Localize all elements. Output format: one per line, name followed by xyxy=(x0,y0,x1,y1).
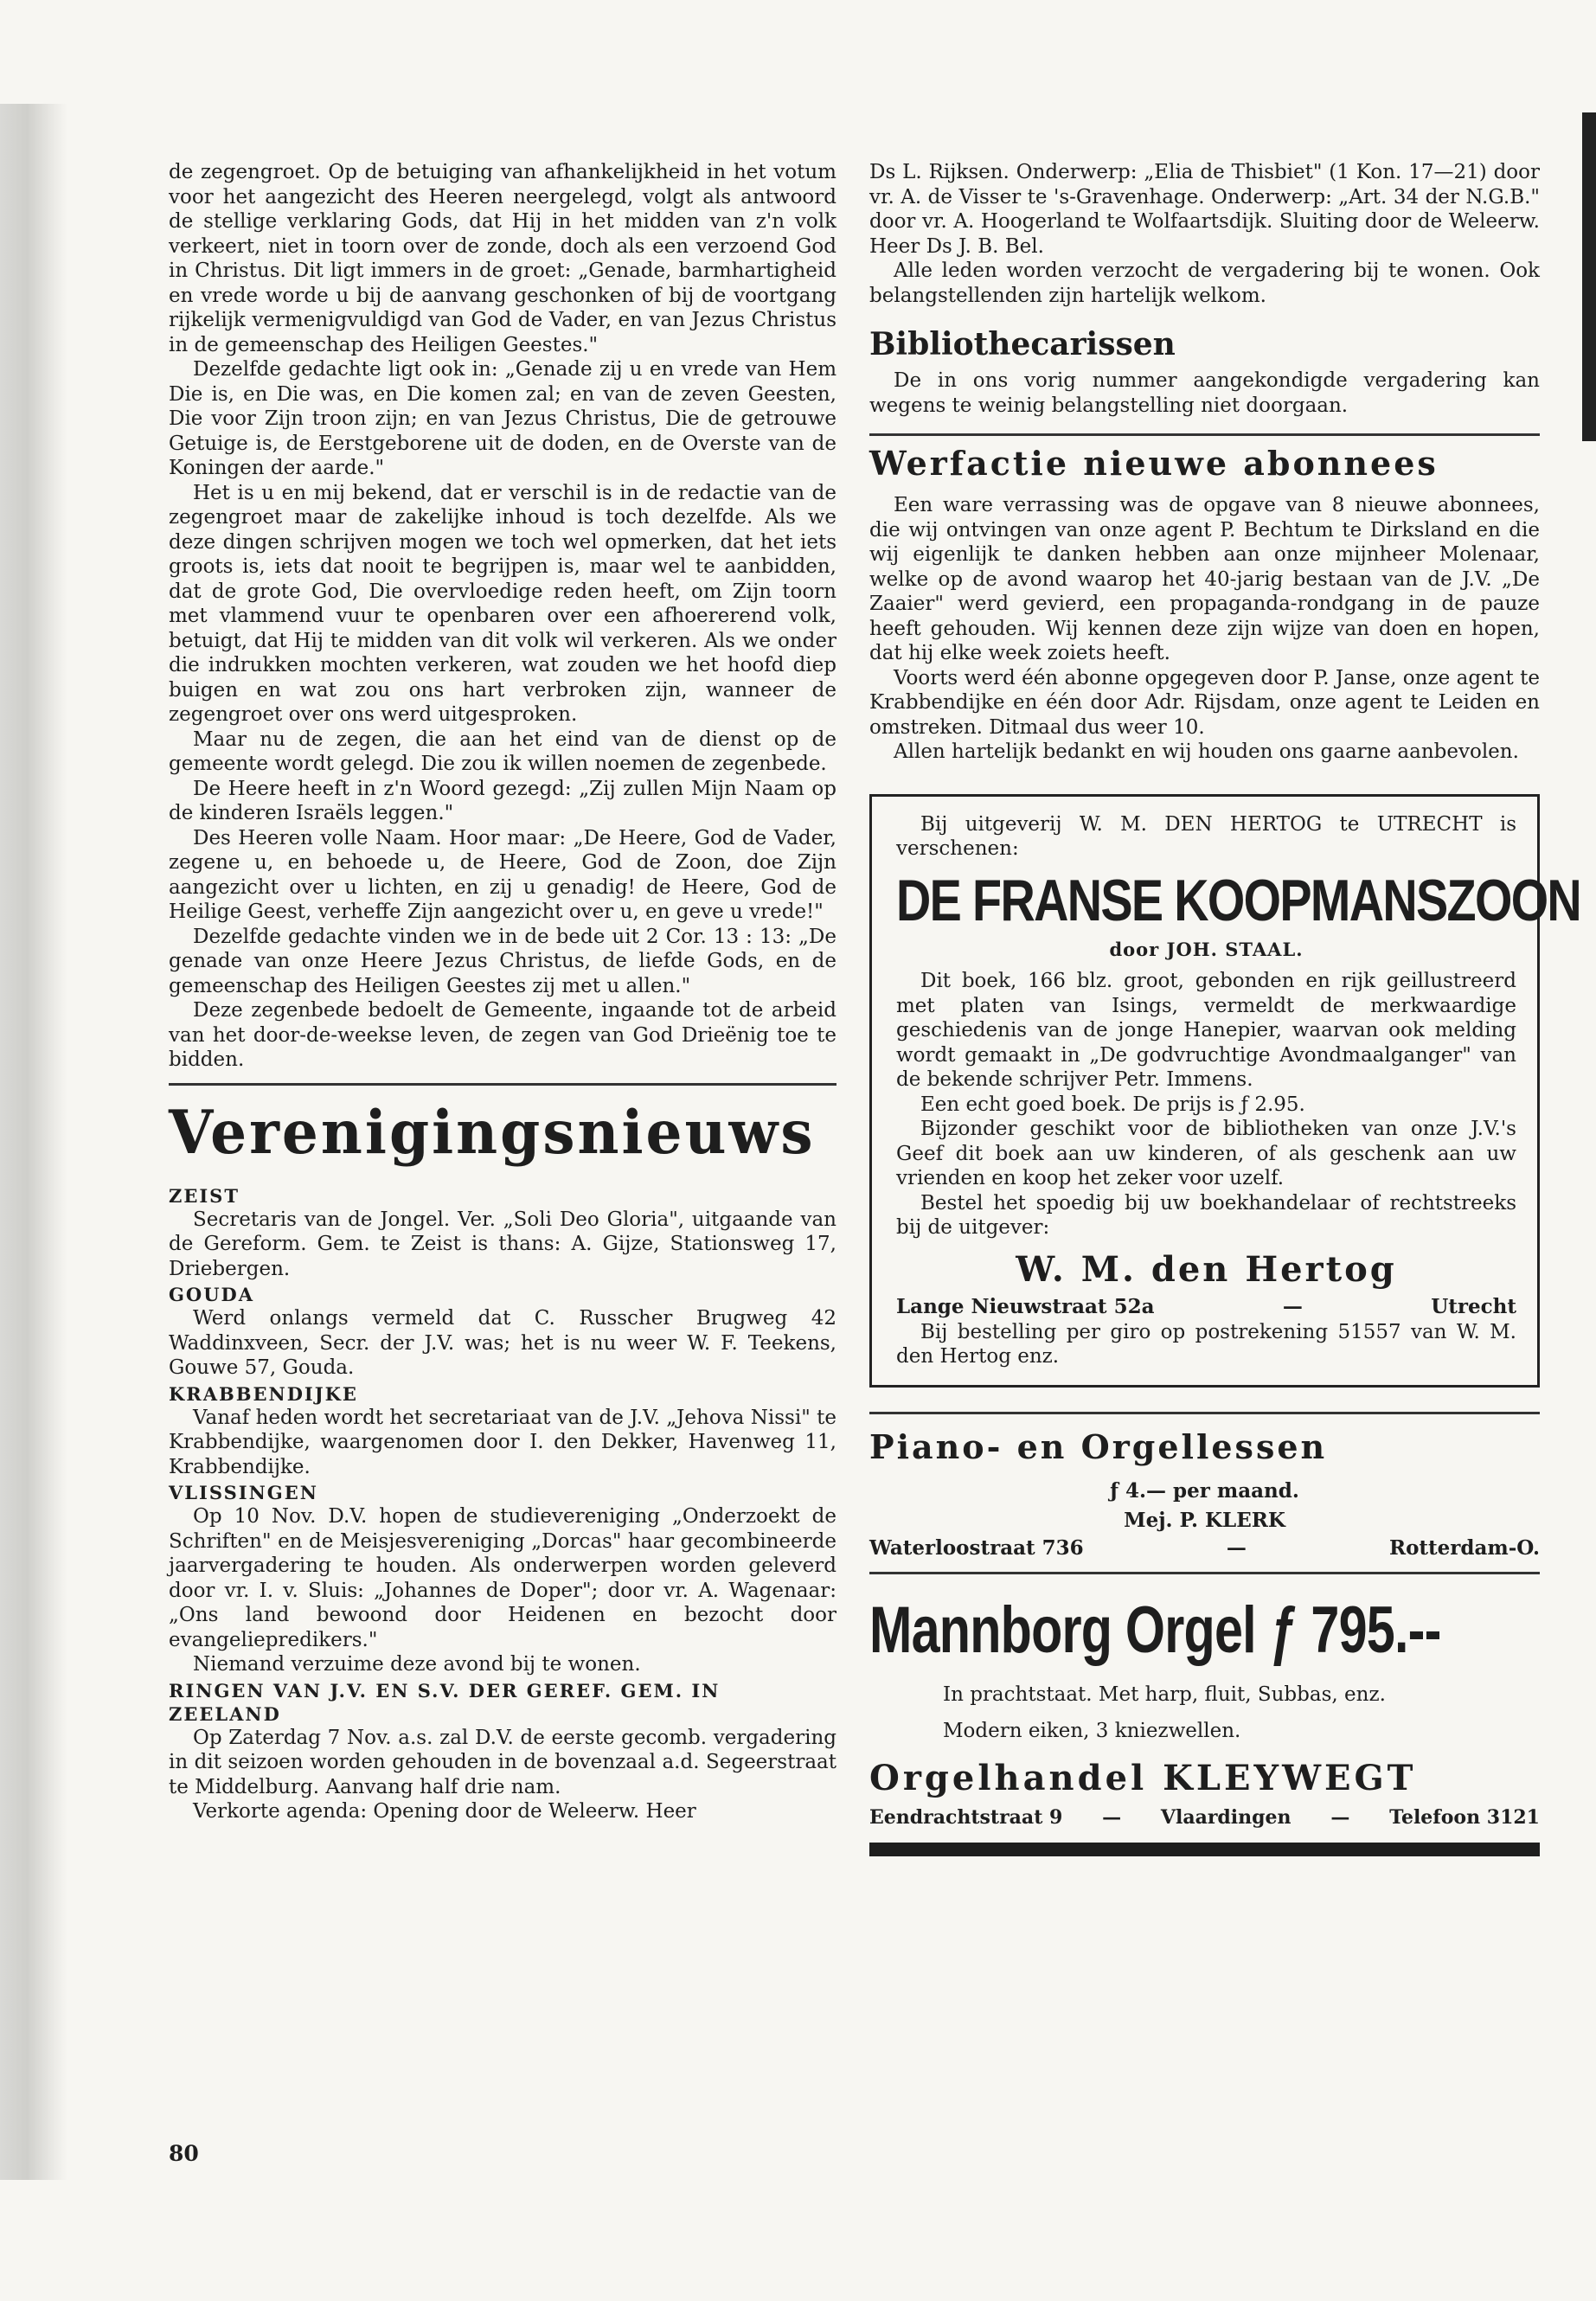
item-text: Verkorte agenda: Opening door de Weleerw. Heer xyxy=(193,1800,696,1823)
item-text: Niemand verzuime deze avond bij te wonen. xyxy=(193,1653,641,1676)
ad-intro: Bij uitgeverij W. M. DEN HERTOG te UTRECHT is verschenen: xyxy=(896,812,1516,860)
paragraph: Ds L. Rijksen. Onderwerp: „Elia de Thisbiet" (1 Kon. 17—21) door vr. A. de Visser te 's-Gravenhage. Onderwerp: „Art. 34 der N.G.B." door vr. A. Hoogerland te Wolfaartsdijk. Sluiting door de Weleerw. Heer Ds J. B. Bel. xyxy=(869,161,1540,258)
item-text: Werd onlangs vermeld dat C. Russcher Brugweg 42 Waddinxveen, Secr. der J.V. was; het is nu weer W. F. Teekens, Gouwe 57, Gouda. xyxy=(169,1307,836,1379)
paragraph: Deze zegenbede bedoelt de Gemeente, ingaande tot de arbeid van het door-de-weekse leven, de zegen van God Drieënig toe te bidden. xyxy=(169,999,836,1071)
item-place: RINGEN VAN J.V. EN S.V. DER GEREF. GEM. IN ZEELAND xyxy=(169,1679,721,1725)
paragraph: De Heere heeft in z'n Woord gezegd: „Zij zullen Mijn Naam op de kinderen Israëls leggen." xyxy=(169,777,836,824)
organ-line: Modern eiken, 3 kniezwellen. xyxy=(943,1719,1241,1742)
book-author: door JOH. STAAL. xyxy=(1109,938,1304,960)
paragraph: Allen hartelijk bedankt en wij houden ons gaarne aanbevolen. xyxy=(894,740,1519,763)
paragraph: Een ware verrassing was de opgave van 8 nieuwe abonnees, die wij ontvingen van onze agent P. Bechtum te Dirksland en die wij eigenlijk te danken hebben aan onze mijnheer Molenaar, welke op de avond waarop het 40-jarig bestaan van de J.V. „De Zaaier" werd gevierd, een propaganda-rondgang in de pauze heeft gehouden. Wij kennen deze zijn wijze van doen en hopen, dat hij elke week zoiets heeft. xyxy=(869,494,1540,664)
book-title: DE FRANSE KOOPMANSZOON xyxy=(896,867,1581,933)
page-number: 80 xyxy=(169,2141,199,2166)
divider xyxy=(169,1083,836,1086)
divider xyxy=(869,1572,1540,1574)
item-place: VLISSINGEN xyxy=(169,1482,318,1503)
ad-paragraph: Bestel het spoedig bij uw boekhandelaar of rechtstreeks bij de uitgever: xyxy=(896,1191,1516,1239)
divider xyxy=(869,1412,1540,1414)
giro-note: Bij bestelling per giro op postrekening 51557 van W. M. den Hertog enz. xyxy=(896,1320,1516,1368)
right-column xyxy=(869,160,1581,1856)
item-place: ZEIST xyxy=(169,1184,240,1207)
decorative-bar xyxy=(869,1843,1540,1856)
organ-ad-title: Mannborg Orgel ƒ 795.-- xyxy=(869,1593,1441,1667)
ad-paragraph: Dit boek, 166 blz. groot, gebonden en rijk geillustreerd met platen van Isings, vermeldt de merkwaardige geschiedenis van de jonge Hanepier, waarvan ook melding wordt gemaakt in „De godvruchtige Avondmaalganger" van de bekende schrijver Petr. Immens. xyxy=(896,970,1516,1091)
dealer-phone: Telefoon 3121 xyxy=(1389,1805,1540,1829)
item-text: Op 10 Nov. D.V. hopen de studievereniging „Onderzoekt de Schriften" en de Meisjesvereniging „Dorcas" haar gecombineerde jaarvergadering te houden. Als onderwerpen worden geleverd door vr. I. v. Sluis: „Johannes de Doper"; door vr. A. Wagenaar: „Ons land bewoond door Heidenen en bezocht door evangeliepredikers." xyxy=(169,1505,836,1651)
piano-city: Rotterdam-O. xyxy=(1388,1535,1540,1560)
organ-line: In prachtstaat. Met harp, fluit, Subbas, enz. xyxy=(943,1682,1386,1706)
address-street: Lange Nieuwstraat 52a xyxy=(896,1294,1155,1318)
paragraph: Dezelfde gedachte vinden we in de bede uit 2 Cor. 13 : 13: „De genade van onze Heere Jezus Christus, de liefde Gods, en de gemeenschap des Heiligen Geestes zij met u allen." xyxy=(169,925,836,997)
left-column xyxy=(169,160,836,1824)
section-heading-werfactie: Werfactie nieuwe abonnees xyxy=(869,444,1439,483)
item-text: Vanaf heden wordt het secretariaat van de J.V. „Jehova Nissi" te Krabbendijke, waargenomen door I. den Dekker, Havenweg 11, Krabbendijke. xyxy=(169,1406,836,1478)
piano-heading: Piano- en Orgellessen xyxy=(869,1426,1328,1466)
paragraph: Alle leden worden verzocht de vergadering bij te wonen. Ook belangstellenden zijn hartelijk welkom. xyxy=(869,260,1540,307)
publisher-name: W. M. den Hertog xyxy=(1016,1248,1397,1290)
organ-details xyxy=(869,1676,1540,1749)
paragraph: Des Heeren volle Naam. Hoor maar: „De Heere, God de Vader, zegene u, en behoede u, de Heere, God de Zoon, doe Zijn aangezicht over u lichten, en zij u genadig! de Heere, God de Heilige Geest, verheffe Zijn aangezicht over u, en geve u vrede!" xyxy=(169,826,836,923)
paragraph: Maar nu de zegen, die aan het eind van de dienst op de gemeente wordt gelegd. Die zou ik willen noemen de zegenbede. xyxy=(169,727,836,775)
book-advertisement xyxy=(869,794,1581,1388)
piano-address xyxy=(869,1535,1540,1561)
dealer-dash: — xyxy=(1102,1805,1122,1829)
organ-dealer: Orgelhandel KLEYWEGT xyxy=(869,1757,1417,1798)
item-place: KRABBENDIJKE xyxy=(169,1382,358,1405)
piano-teacher: Mej. P. KLERK xyxy=(1124,1508,1285,1532)
item-place: GOUDA xyxy=(169,1284,255,1305)
scan-edge-right xyxy=(1582,112,1596,441)
address-city: Utrecht xyxy=(1431,1294,1516,1318)
piano-dash: — xyxy=(1226,1535,1247,1560)
divider xyxy=(869,433,1540,436)
organ-dealer-address xyxy=(869,1803,1540,1832)
dealer-dash: — xyxy=(1330,1805,1350,1829)
section-heading-verenigingsnieuws: Verenigingsnieuws xyxy=(169,1096,816,1168)
item-text: Secretaris van de Jongel. Ver. „Soli Deo Gloria", uitgaande van de Gereform. Gem. te Zeist is thans: A. Gijze, Stationsweg 17, Driebergen. xyxy=(169,1208,836,1280)
item-text: Op Zaterdag 7 Nov. a.s. zal D.V. de eerste gecomb. vergadering in dit seizoen worden gehouden in de bovenzaal a.d. Segeerstraat te Middelburg. Aanvang half drie nam. xyxy=(169,1726,836,1798)
paragraph: de zegengroet. Op de betuiging van afhankelijkheid in het votum voor het aangezicht des Heeren neergelegd, volgt als antwoord de stellige verklaring Gods, dat Hij in het midden van z'n volk verkeert, niet in toorn over de zonde, doch als een verzoend God in Christus. Dit ligt immers in de groet: „Genade, barmhartigheid en vrede worde u bij de aanvang geschonken of bij de voortgang rijkelijk vermenigvuldigd van God de Vader, en van Jezus Christus in de gemeenschap des Heiligen Geestes." xyxy=(169,161,836,356)
publisher-address xyxy=(896,1294,1516,1320)
dealer-street: Eendrachtstraat 9 xyxy=(869,1805,1063,1829)
paragraph: Dezelfde gedachte ligt ook in: „Genade zij u en vrede van Hem Die is, en Die was, en Die komen zal; en van de zeven Geesten, Die voor Zijn troon zijn; en van Jezus Christus, Die de getrouwe Getuige is, de Eerstgeborene uit de doden, en de Overste van de Koningen der aarde." xyxy=(169,358,836,479)
ad-paragraph: Bijzonder geschikt voor de bibliotheken van onze J.V.'s Geef dit boek aan uw kinderen, of als geschenk aan uw vrienden en koop het zeker voor uzelf. xyxy=(896,1118,1516,1189)
piano-street: Waterloostraat 736 xyxy=(869,1535,1084,1560)
paragraph: Voorts werd één abonne opgegeven door P. Janse, onze agent te Krabbendijke en één door Adr. Rijsdam, onze agent te Leiden en omstreken. Ditmaal dus weer 10. xyxy=(869,666,1540,739)
address-dash: — xyxy=(1282,1294,1303,1318)
dealer-city: Vlaardingen xyxy=(1160,1805,1292,1829)
scan-edge-left xyxy=(0,104,67,2180)
section-heading-bibliothecarissen: Bibliothecarissen xyxy=(869,326,1176,362)
ad-paragraph: Een echt goed boek. De prijs is ƒ 2.95. xyxy=(920,1093,1305,1116)
piano-price: ƒ 4.— per maand. xyxy=(1110,1478,1299,1503)
paragraph: Het is u en mij bekend, dat er verschil is in de redactie van de zegengroet maar de zakelijke inhoud is toch dezelfde. Als we deze dingen schrijven mogen we toch wel opmerken, dat het iets groots is, iets dat nooit te begrijpen is, maar wel te aanbidden, dat de grote God, Die overvloedige reden heeft, om Zijn toorn met vlammend vuur te openbaren over een afhoererend volk, betuigt, dat Hij te midden van dit volk wil verkeren. Als we onder die indrukken mochten verkeren, wat zouden we het hoofd diep buigen en wat zou ons hart verbroken zijn, wanneer de zegengroet over ons werd uitgesproken. xyxy=(169,481,836,726)
paragraph: De in ons vorig nummer aangekondigde vergadering kan wegens te weinig belangstelling niet doorgaan. xyxy=(869,369,1540,417)
